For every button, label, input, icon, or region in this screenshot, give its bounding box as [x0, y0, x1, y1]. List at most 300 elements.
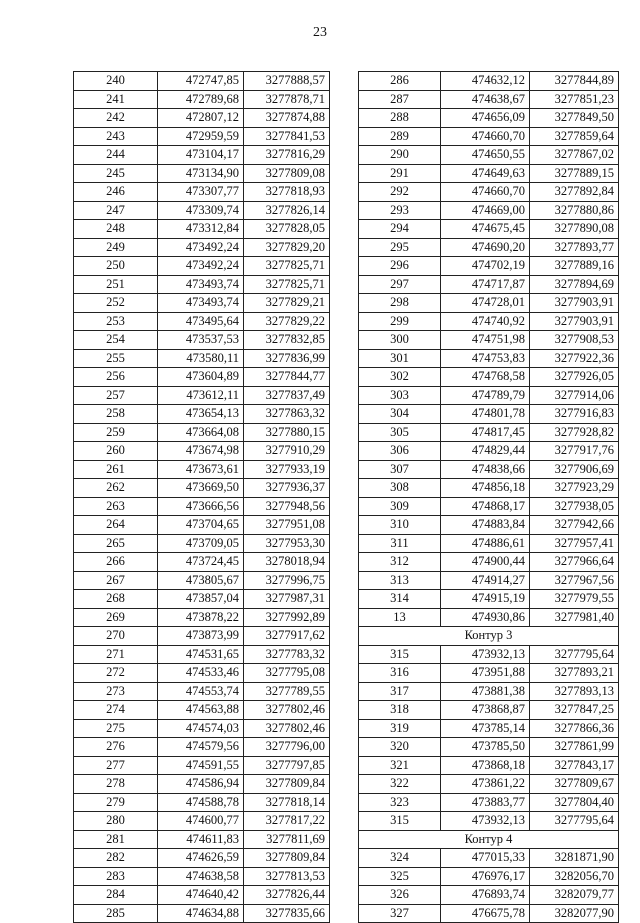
point-number-cell: 240	[74, 72, 158, 91]
point-number-cell: 285	[74, 904, 158, 923]
y-coordinate-cell: 3277936,37	[244, 479, 330, 498]
x-coordinate-cell: 473704,65	[158, 516, 244, 535]
x-coordinate-cell: 473604,89	[158, 368, 244, 387]
table-row	[74, 423, 330, 442]
point-number-cell: 270	[74, 627, 158, 646]
x-coordinate-cell: 473868,18	[441, 756, 530, 775]
point-number-cell: 292	[359, 183, 441, 202]
table-row	[359, 849, 619, 868]
y-coordinate-cell: 3277817,22	[244, 812, 330, 831]
x-coordinate-cell: 474690,20	[441, 238, 530, 257]
x-coordinate-cell: 473857,04	[158, 590, 244, 609]
table-row	[74, 867, 330, 886]
point-number-cell: 307	[359, 460, 441, 479]
point-number-cell: 304	[359, 405, 441, 424]
x-coordinate-cell: 474650,55	[441, 146, 530, 165]
x-coordinate-cell: 473674,98	[158, 442, 244, 461]
x-coordinate-cell: 472807,12	[158, 109, 244, 128]
y-coordinate-cell: 3277908,53	[530, 331, 619, 350]
x-coordinate-cell: 473493,74	[158, 275, 244, 294]
y-coordinate-cell: 3277829,21	[244, 294, 330, 313]
y-coordinate-cell: 3277917,62	[244, 627, 330, 646]
point-number-cell: 265	[74, 534, 158, 553]
x-coordinate-cell: 473492,24	[158, 238, 244, 257]
x-coordinate-cell: 474930,86	[441, 608, 530, 627]
table-row	[359, 386, 619, 405]
point-number-cell: 13	[359, 608, 441, 627]
table-row	[359, 830, 619, 849]
point-number-cell: 326	[359, 886, 441, 905]
y-coordinate-cell: 3277914,06	[530, 386, 619, 405]
contour-heading-cell: Контур 4	[359, 830, 619, 849]
point-number-cell: 306	[359, 442, 441, 461]
point-number-cell: 251	[74, 275, 158, 294]
x-coordinate-cell: 474656,09	[441, 109, 530, 128]
x-coordinate-cell: 474717,87	[441, 275, 530, 294]
point-number-cell: 258	[74, 405, 158, 424]
x-coordinate-cell: 473873,99	[158, 627, 244, 646]
y-coordinate-cell: 3277811,69	[244, 830, 330, 849]
coordinates-table-left	[73, 71, 330, 923]
point-number-cell: 245	[74, 164, 158, 183]
y-coordinate-cell: 3277903,91	[530, 294, 619, 313]
x-coordinate-cell: 472959,59	[158, 127, 244, 146]
x-coordinate-cell: 474838,66	[441, 460, 530, 479]
x-coordinate-cell: 473666,56	[158, 497, 244, 516]
x-coordinate-cell: 474634,88	[158, 904, 244, 923]
y-coordinate-cell: 3277828,05	[244, 220, 330, 239]
point-number-cell: 266	[74, 553, 158, 572]
table-row	[359, 127, 619, 146]
y-coordinate-cell: 3277809,67	[530, 775, 619, 794]
x-coordinate-cell: 474768,58	[441, 368, 530, 387]
table-row	[359, 756, 619, 775]
y-coordinate-cell: 3277863,32	[244, 405, 330, 424]
y-coordinate-cell: 3277874,88	[244, 109, 330, 128]
point-number-cell: 271	[74, 645, 158, 664]
y-coordinate-cell: 3277979,55	[530, 590, 619, 609]
x-coordinate-cell: 473709,05	[158, 534, 244, 553]
x-coordinate-cell: 474600,77	[158, 812, 244, 831]
page-number: 23	[313, 25, 327, 40]
point-number-cell: 311	[359, 534, 441, 553]
y-coordinate-cell: 3277890,08	[530, 220, 619, 239]
y-coordinate-cell: 3277880,86	[530, 201, 619, 220]
y-coordinate-cell: 3277861,99	[530, 738, 619, 757]
table-row	[74, 849, 330, 868]
x-coordinate-cell: 474801,78	[441, 405, 530, 424]
table-row	[74, 719, 330, 738]
x-coordinate-cell: 474914,27	[441, 571, 530, 590]
table-row	[74, 553, 330, 572]
y-coordinate-cell: 3277804,40	[530, 793, 619, 812]
table-row	[74, 534, 330, 553]
table-row	[359, 497, 619, 516]
y-coordinate-cell: 3277844,77	[244, 368, 330, 387]
y-coordinate-cell: 3277967,56	[530, 571, 619, 590]
x-coordinate-cell: 473669,50	[158, 479, 244, 498]
x-coordinate-cell: 473883,77	[441, 793, 530, 812]
point-number-cell: 324	[359, 849, 441, 868]
table-row	[359, 479, 619, 498]
y-coordinate-cell: 3277783,32	[244, 645, 330, 664]
table-row	[74, 479, 330, 498]
x-coordinate-cell: 474675,45	[441, 220, 530, 239]
y-coordinate-cell: 3277829,22	[244, 312, 330, 331]
x-coordinate-cell: 473932,13	[441, 645, 530, 664]
point-number-cell: 247	[74, 201, 158, 220]
point-number-cell: 299	[359, 312, 441, 331]
x-coordinate-cell: 474553,74	[158, 682, 244, 701]
x-coordinate-cell: 473932,13	[441, 812, 530, 831]
y-coordinate-cell: 3277917,76	[530, 442, 619, 461]
point-number-cell: 308	[359, 479, 441, 498]
y-coordinate-cell: 3277942,66	[530, 516, 619, 535]
point-number-cell: 279	[74, 793, 158, 812]
point-number-cell: 300	[359, 331, 441, 350]
x-coordinate-cell: 474660,70	[441, 127, 530, 146]
point-number-cell: 272	[74, 664, 158, 683]
table-row	[359, 867, 619, 886]
table-row	[359, 405, 619, 424]
x-coordinate-cell: 474915,19	[441, 590, 530, 609]
point-number-cell: 298	[359, 294, 441, 313]
point-number-cell: 294	[359, 220, 441, 239]
table-row	[359, 312, 619, 331]
x-coordinate-cell: 473493,74	[158, 294, 244, 313]
y-coordinate-cell: 3277797,85	[244, 756, 330, 775]
table-row	[74, 886, 330, 905]
point-number-cell: 310	[359, 516, 441, 535]
x-coordinate-cell: 474531,65	[158, 645, 244, 664]
table-row	[359, 719, 619, 738]
x-coordinate-cell: 476976,17	[441, 867, 530, 886]
y-coordinate-cell: 3277795,08	[244, 664, 330, 683]
table-row	[359, 738, 619, 757]
x-coordinate-cell: 474660,70	[441, 183, 530, 202]
point-number-cell: 255	[74, 349, 158, 368]
x-coordinate-cell: 473673,61	[158, 460, 244, 479]
point-number-cell: 283	[74, 867, 158, 886]
point-number-cell: 317	[359, 682, 441, 701]
point-number-cell: 314	[359, 590, 441, 609]
table-row	[359, 886, 619, 905]
table-row	[359, 553, 619, 572]
y-coordinate-cell: 3277802,46	[244, 701, 330, 720]
point-number-cell: 284	[74, 886, 158, 905]
x-coordinate-cell: 473868,87	[441, 701, 530, 720]
point-number-cell: 278	[74, 775, 158, 794]
x-coordinate-cell: 474579,56	[158, 738, 244, 757]
table-row	[359, 590, 619, 609]
table-row	[74, 775, 330, 794]
table-row	[359, 109, 619, 128]
table-row	[359, 534, 619, 553]
y-coordinate-cell: 3277826,44	[244, 886, 330, 905]
point-number-cell: 248	[74, 220, 158, 239]
x-coordinate-cell: 474883,84	[441, 516, 530, 535]
y-coordinate-cell: 3277813,53	[244, 867, 330, 886]
x-coordinate-cell: 473878,22	[158, 608, 244, 627]
table-row	[74, 72, 330, 91]
table-row	[359, 257, 619, 276]
point-number-cell: 323	[359, 793, 441, 812]
point-number-cell: 316	[359, 664, 441, 683]
point-number-cell: 321	[359, 756, 441, 775]
x-coordinate-cell: 477015,33	[441, 849, 530, 868]
x-coordinate-cell: 473805,67	[158, 571, 244, 590]
y-coordinate-cell: 3277996,75	[244, 571, 330, 590]
y-coordinate-cell: 3277889,16	[530, 257, 619, 276]
table-row	[359, 645, 619, 664]
point-number-cell: 261	[74, 460, 158, 479]
point-number-cell: 259	[74, 423, 158, 442]
x-coordinate-cell: 474563,88	[158, 701, 244, 720]
x-coordinate-cell: 473580,11	[158, 349, 244, 368]
x-coordinate-cell: 473881,38	[441, 682, 530, 701]
table-row	[74, 331, 330, 350]
y-coordinate-cell: 3277802,46	[244, 719, 330, 738]
table-row	[74, 257, 330, 276]
table-row	[74, 109, 330, 128]
table-row	[359, 571, 619, 590]
x-coordinate-cell: 474789,79	[441, 386, 530, 405]
x-coordinate-cell: 473612,11	[158, 386, 244, 405]
y-coordinate-cell: 3277809,08	[244, 164, 330, 183]
point-number-cell: 274	[74, 701, 158, 720]
y-coordinate-cell: 3277851,23	[530, 90, 619, 109]
point-number-cell: 243	[74, 127, 158, 146]
table-row	[74, 220, 330, 239]
table-row	[74, 405, 330, 424]
table-row	[74, 516, 330, 535]
y-coordinate-cell: 3277928,82	[530, 423, 619, 442]
point-number-cell: 297	[359, 275, 441, 294]
x-coordinate-cell: 474829,44	[441, 442, 530, 461]
table-row	[74, 793, 330, 812]
point-number-cell: 269	[74, 608, 158, 627]
x-coordinate-cell: 473785,14	[441, 719, 530, 738]
table-row	[359, 183, 619, 202]
x-coordinate-cell: 474728,01	[441, 294, 530, 313]
point-number-cell: 260	[74, 442, 158, 461]
x-coordinate-cell: 474856,18	[441, 479, 530, 498]
y-coordinate-cell: 3277906,69	[530, 460, 619, 479]
y-coordinate-cell: 3277826,14	[244, 201, 330, 220]
y-coordinate-cell: 3277836,99	[244, 349, 330, 368]
table-row	[74, 627, 330, 646]
x-coordinate-cell: 473724,45	[158, 553, 244, 572]
x-coordinate-cell: 474638,67	[441, 90, 530, 109]
x-coordinate-cell: 474588,78	[158, 793, 244, 812]
point-number-cell: 291	[359, 164, 441, 183]
y-coordinate-cell: 3277829,20	[244, 238, 330, 257]
y-coordinate-cell: 3277847,25	[530, 701, 619, 720]
x-coordinate-cell: 474669,00	[441, 201, 530, 220]
x-coordinate-cell: 474753,83	[441, 349, 530, 368]
table-row	[359, 90, 619, 109]
x-coordinate-cell: 473134,90	[158, 164, 244, 183]
y-coordinate-cell: 3277825,71	[244, 257, 330, 276]
point-number-cell: 289	[359, 127, 441, 146]
x-coordinate-cell: 474533,46	[158, 664, 244, 683]
point-number-cell: 296	[359, 257, 441, 276]
point-number-cell: 254	[74, 331, 158, 350]
y-coordinate-cell: 3277878,71	[244, 90, 330, 109]
y-coordinate-cell: 3277893,77	[530, 238, 619, 257]
table-row	[74, 682, 330, 701]
y-coordinate-cell: 3282056,70	[530, 867, 619, 886]
x-coordinate-cell: 473309,74	[158, 201, 244, 220]
x-coordinate-cell: 474611,83	[158, 830, 244, 849]
point-number-cell: 302	[359, 368, 441, 387]
table-row	[359, 516, 619, 535]
table-row	[359, 442, 619, 461]
point-number-cell: 264	[74, 516, 158, 535]
table-row	[359, 294, 619, 313]
x-coordinate-cell: 473495,64	[158, 312, 244, 331]
point-number-cell: 301	[359, 349, 441, 368]
table-row	[74, 164, 330, 183]
y-coordinate-cell: 3277981,40	[530, 608, 619, 627]
x-coordinate-cell: 473307,77	[158, 183, 244, 202]
y-coordinate-cell: 3277866,36	[530, 719, 619, 738]
x-coordinate-cell: 474591,55	[158, 756, 244, 775]
y-coordinate-cell: 3277888,57	[244, 72, 330, 91]
y-coordinate-cell: 3277789,55	[244, 682, 330, 701]
x-coordinate-cell: 473664,08	[158, 423, 244, 442]
y-coordinate-cell: 3277894,69	[530, 275, 619, 294]
x-coordinate-cell: 474817,45	[441, 423, 530, 442]
y-coordinate-cell: 3277910,29	[244, 442, 330, 461]
table-row	[74, 275, 330, 294]
table-row	[74, 386, 330, 405]
y-coordinate-cell: 3277903,91	[530, 312, 619, 331]
x-coordinate-cell: 474638,58	[158, 867, 244, 886]
y-coordinate-cell: 3277992,89	[244, 608, 330, 627]
point-number-cell: 267	[74, 571, 158, 590]
table-row	[74, 294, 330, 313]
point-number-cell: 268	[74, 590, 158, 609]
point-number-cell: 319	[359, 719, 441, 738]
y-coordinate-cell: 3277841,53	[244, 127, 330, 146]
table-row	[74, 183, 330, 202]
table-row	[74, 201, 330, 220]
point-number-cell: 288	[359, 109, 441, 128]
point-number-cell: 275	[74, 719, 158, 738]
point-number-cell: 249	[74, 238, 158, 257]
table-row	[74, 127, 330, 146]
table-row	[359, 275, 619, 294]
x-coordinate-cell: 476893,74	[441, 886, 530, 905]
x-coordinate-cell: 473492,24	[158, 257, 244, 276]
point-number-cell: 250	[74, 257, 158, 276]
table-row	[359, 460, 619, 479]
coordinates-table-right	[358, 71, 619, 923]
y-coordinate-cell: 3277859,64	[530, 127, 619, 146]
point-number-cell: 280	[74, 812, 158, 831]
x-coordinate-cell: 474900,44	[441, 553, 530, 572]
x-coordinate-cell: 474702,19	[441, 257, 530, 276]
table-row	[359, 793, 619, 812]
table-row	[359, 423, 619, 442]
contour-heading-cell: Контур 3	[359, 627, 619, 646]
table-row	[74, 701, 330, 720]
table-row	[74, 904, 330, 923]
point-number-cell: 276	[74, 738, 158, 757]
y-coordinate-cell: 3277795,64	[530, 812, 619, 831]
table-row	[359, 904, 619, 923]
point-number-cell: 322	[359, 775, 441, 794]
table-row	[359, 682, 619, 701]
point-number-cell: 312	[359, 553, 441, 572]
y-coordinate-cell: 3277951,08	[244, 516, 330, 535]
point-number-cell: 327	[359, 904, 441, 923]
table-row	[359, 664, 619, 683]
x-coordinate-cell: 473537,53	[158, 331, 244, 350]
y-coordinate-cell: 3277892,84	[530, 183, 619, 202]
y-coordinate-cell: 3277849,50	[530, 109, 619, 128]
table-row	[74, 571, 330, 590]
y-coordinate-cell: 3277816,29	[244, 146, 330, 165]
table-row	[74, 645, 330, 664]
x-coordinate-cell: 474740,92	[441, 312, 530, 331]
table-row	[74, 812, 330, 831]
y-coordinate-cell: 3277966,64	[530, 553, 619, 572]
coordinates-table-right-body	[359, 72, 619, 923]
point-number-cell: 290	[359, 146, 441, 165]
y-coordinate-cell: 3277837,49	[244, 386, 330, 405]
point-number-cell: 318	[359, 701, 441, 720]
point-number-cell: 315	[359, 812, 441, 831]
point-number-cell: 295	[359, 238, 441, 257]
table-row	[74, 312, 330, 331]
point-number-cell: 320	[359, 738, 441, 757]
table-row	[74, 368, 330, 387]
point-number-cell: 286	[359, 72, 441, 91]
x-coordinate-cell: 473951,88	[441, 664, 530, 683]
table-row	[359, 331, 619, 350]
point-number-cell: 262	[74, 479, 158, 498]
point-number-cell: 293	[359, 201, 441, 220]
point-number-cell: 325	[359, 867, 441, 886]
x-coordinate-cell: 474632,12	[441, 72, 530, 91]
point-number-cell: 242	[74, 109, 158, 128]
x-coordinate-cell: 474886,61	[441, 534, 530, 553]
point-number-cell: 252	[74, 294, 158, 313]
y-coordinate-cell: 3277825,71	[244, 275, 330, 294]
table-row	[74, 590, 330, 609]
table-row	[74, 608, 330, 627]
table-row	[74, 497, 330, 516]
y-coordinate-cell: 3277844,89	[530, 72, 619, 91]
x-coordinate-cell: 473104,17	[158, 146, 244, 165]
table-row	[359, 201, 619, 220]
point-number-cell: 244	[74, 146, 158, 165]
y-coordinate-cell: 3277889,15	[530, 164, 619, 183]
point-number-cell: 273	[74, 682, 158, 701]
table-row	[359, 220, 619, 239]
point-number-cell: 241	[74, 90, 158, 109]
x-coordinate-cell: 474626,59	[158, 849, 244, 868]
y-coordinate-cell: 3277948,56	[244, 497, 330, 516]
y-coordinate-cell: 3277926,05	[530, 368, 619, 387]
x-coordinate-cell: 472789,68	[158, 90, 244, 109]
x-coordinate-cell: 474586,94	[158, 775, 244, 794]
x-coordinate-cell: 472747,85	[158, 72, 244, 91]
coordinates-table-left-body	[74, 72, 330, 923]
table-row	[359, 368, 619, 387]
